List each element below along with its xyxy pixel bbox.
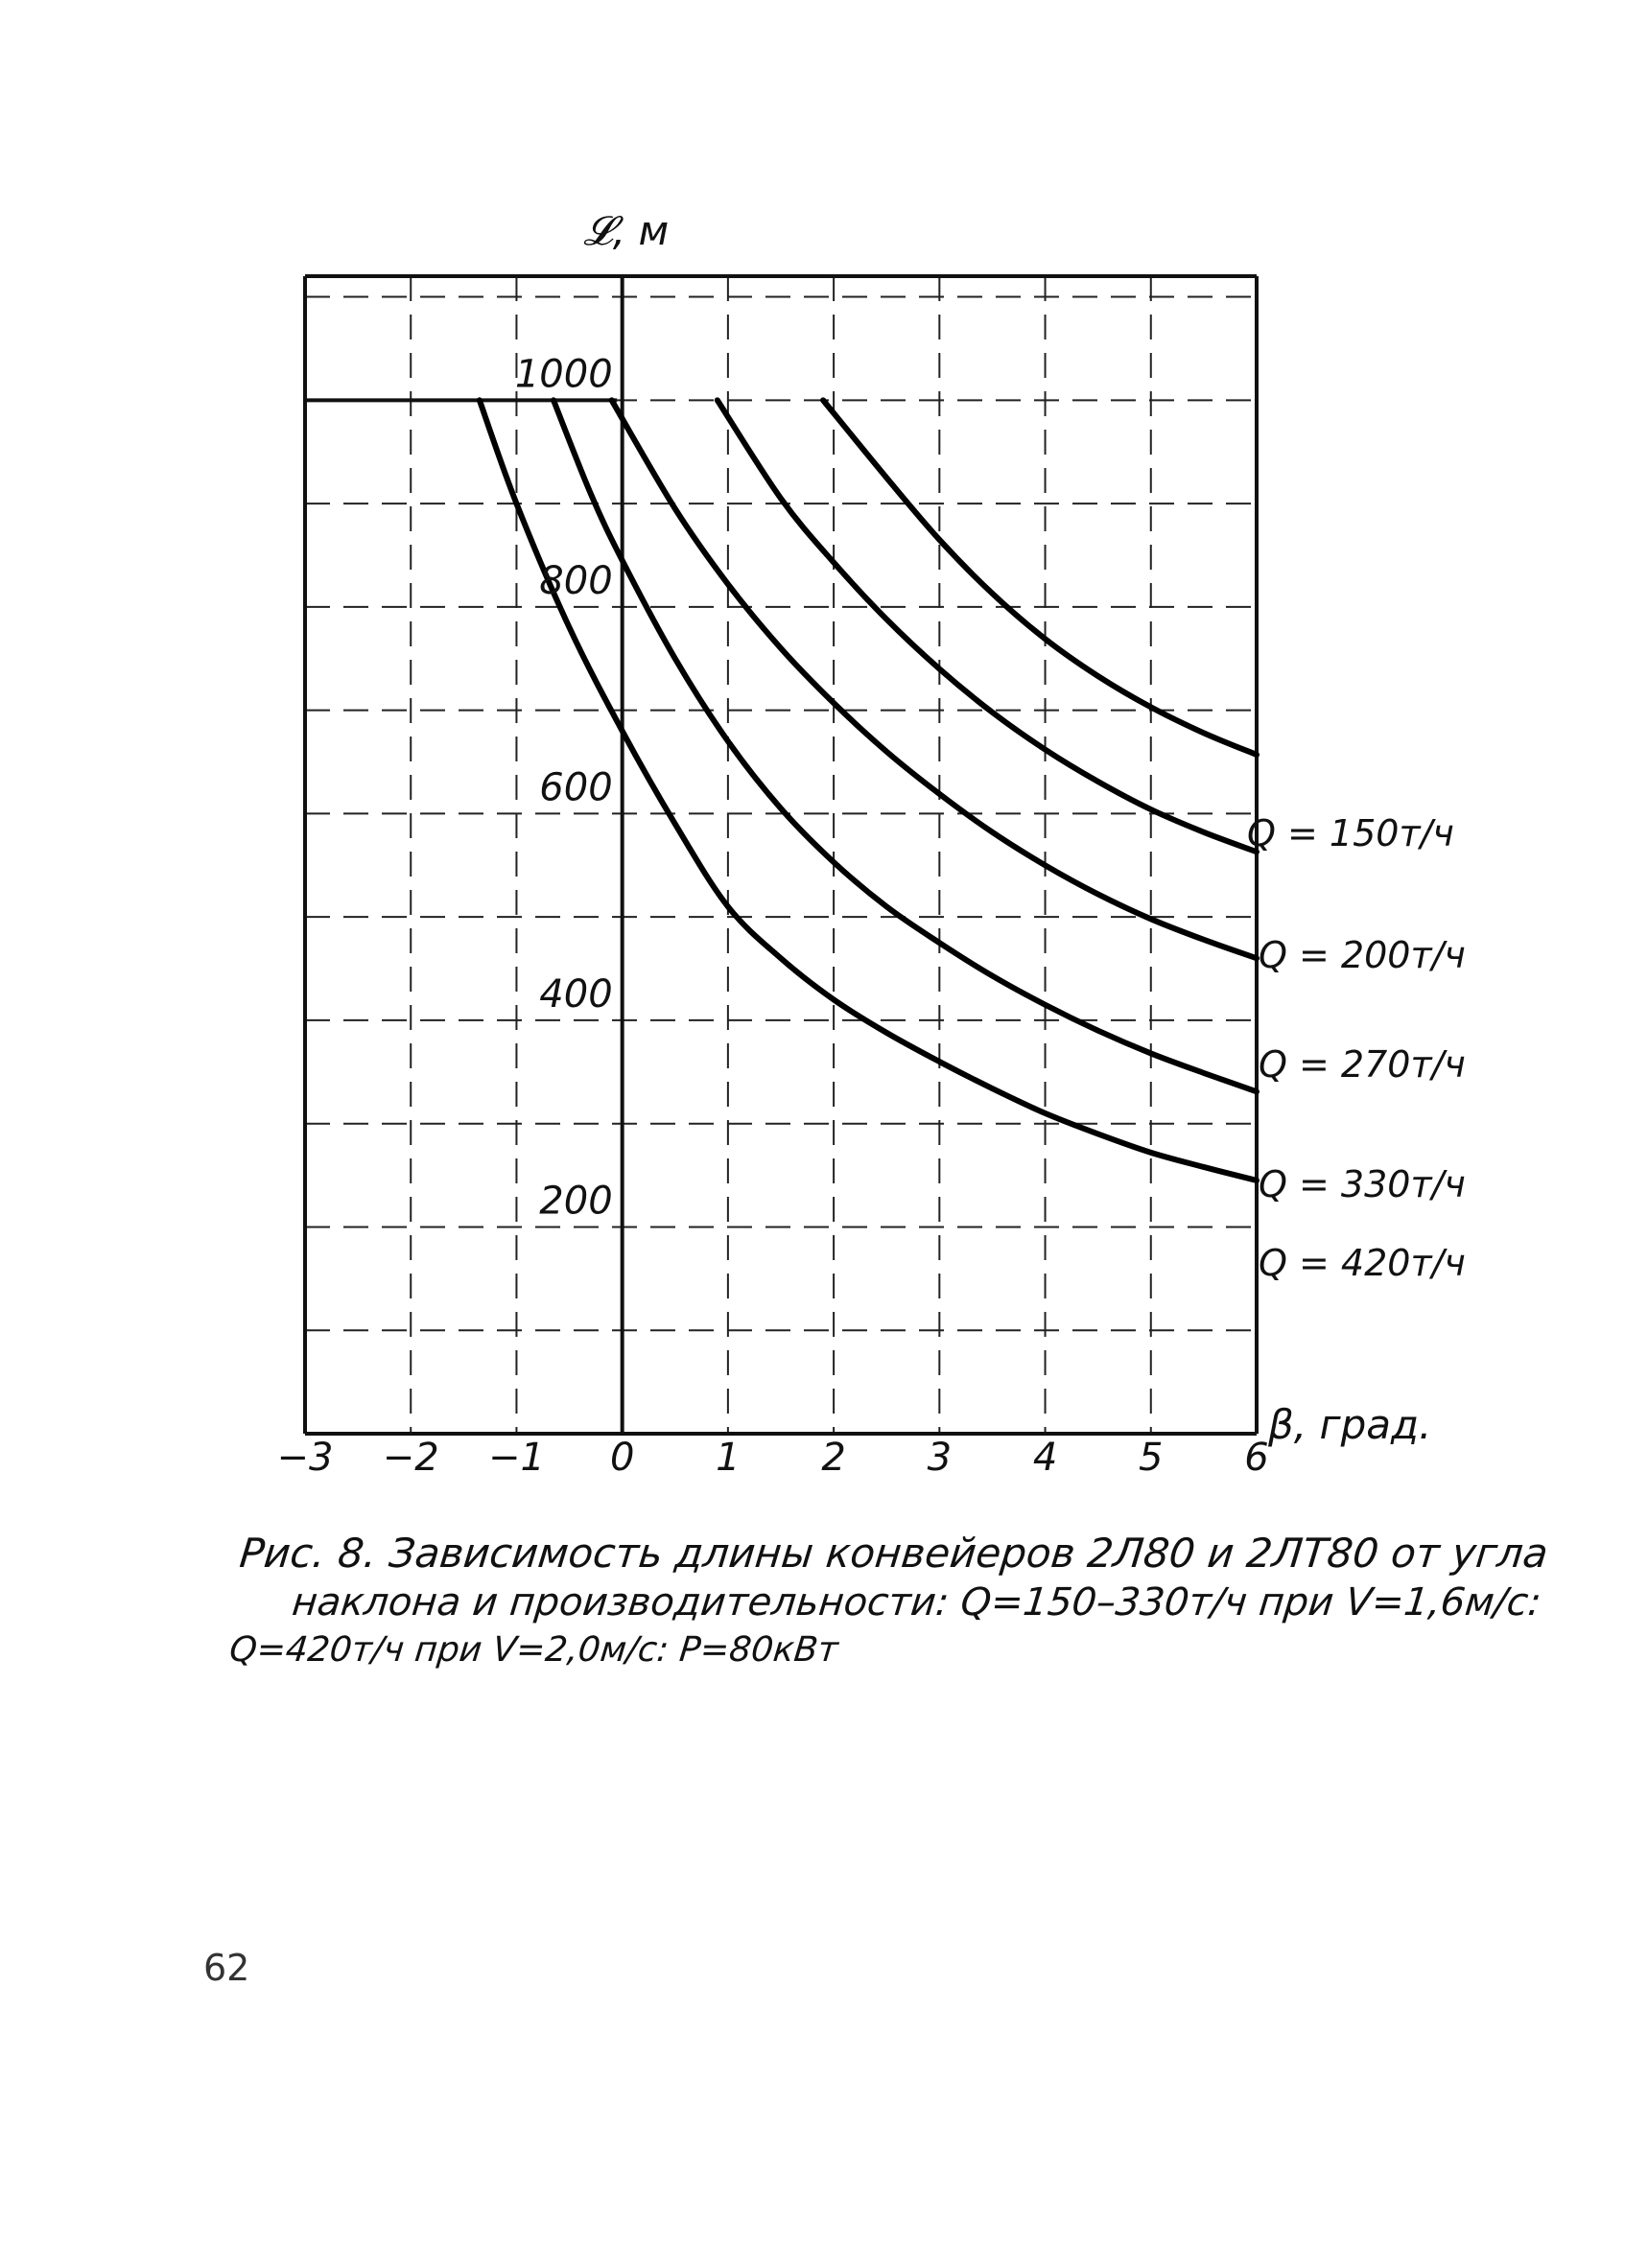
caption-line-2: наклона и производительности: Q=150–330т/ч при V=1,6м/с: [290,1580,1543,1625]
labels [277,207,1466,1480]
x-axis-title: β, град. [1268,1401,1432,1448]
x-tick-label: −1 [487,1436,545,1480]
y-axis-title: 𝓛, м [583,207,670,254]
caption-line-3: Q=420т/ч при V=2,0м/с: P=80кВт [227,1630,840,1670]
curve-series [823,400,1257,755]
series-label: Q = 270т/ч [1259,1043,1466,1086]
y-tick-label: 1000 [514,352,613,397]
series-label: Q = 330т/ч [1259,1163,1466,1205]
caption-line-1: Рис. 8. Зависимость длины конвейеров 2Л80 и 2ЛТ80 от угла [237,1530,1551,1577]
grid [305,276,1257,1434]
series-label: Q = 200т/ч [1259,934,1466,976]
y-tick-label: 400 [539,971,613,1017]
x-tick-label: −2 [382,1436,439,1480]
y-tick-label: 600 [539,765,613,810]
x-tick-label: 4 [1032,1436,1058,1480]
series-label: Q = 420т/ч [1259,1242,1466,1284]
x-tick-label: 5 [1139,1436,1164,1480]
curve-series [718,400,1257,852]
page-number: 62 [203,1947,250,1989]
x-tick-label: 2 [821,1436,846,1480]
x-tick-label: 3 [927,1436,953,1480]
series-label: Q = 150т/ч [1247,812,1454,854]
figure-caption [227,1530,1551,1670]
plot-frame [305,276,1257,1434]
y-tick-label: 200 [539,1179,613,1224]
y-tick-label: 800 [539,558,613,603]
x-tick-label: −3 [276,1436,334,1480]
x-tick-label: 6 [1244,1436,1269,1480]
x-tick-label: 0 [609,1436,635,1480]
x-tick-label: 1 [716,1436,741,1480]
